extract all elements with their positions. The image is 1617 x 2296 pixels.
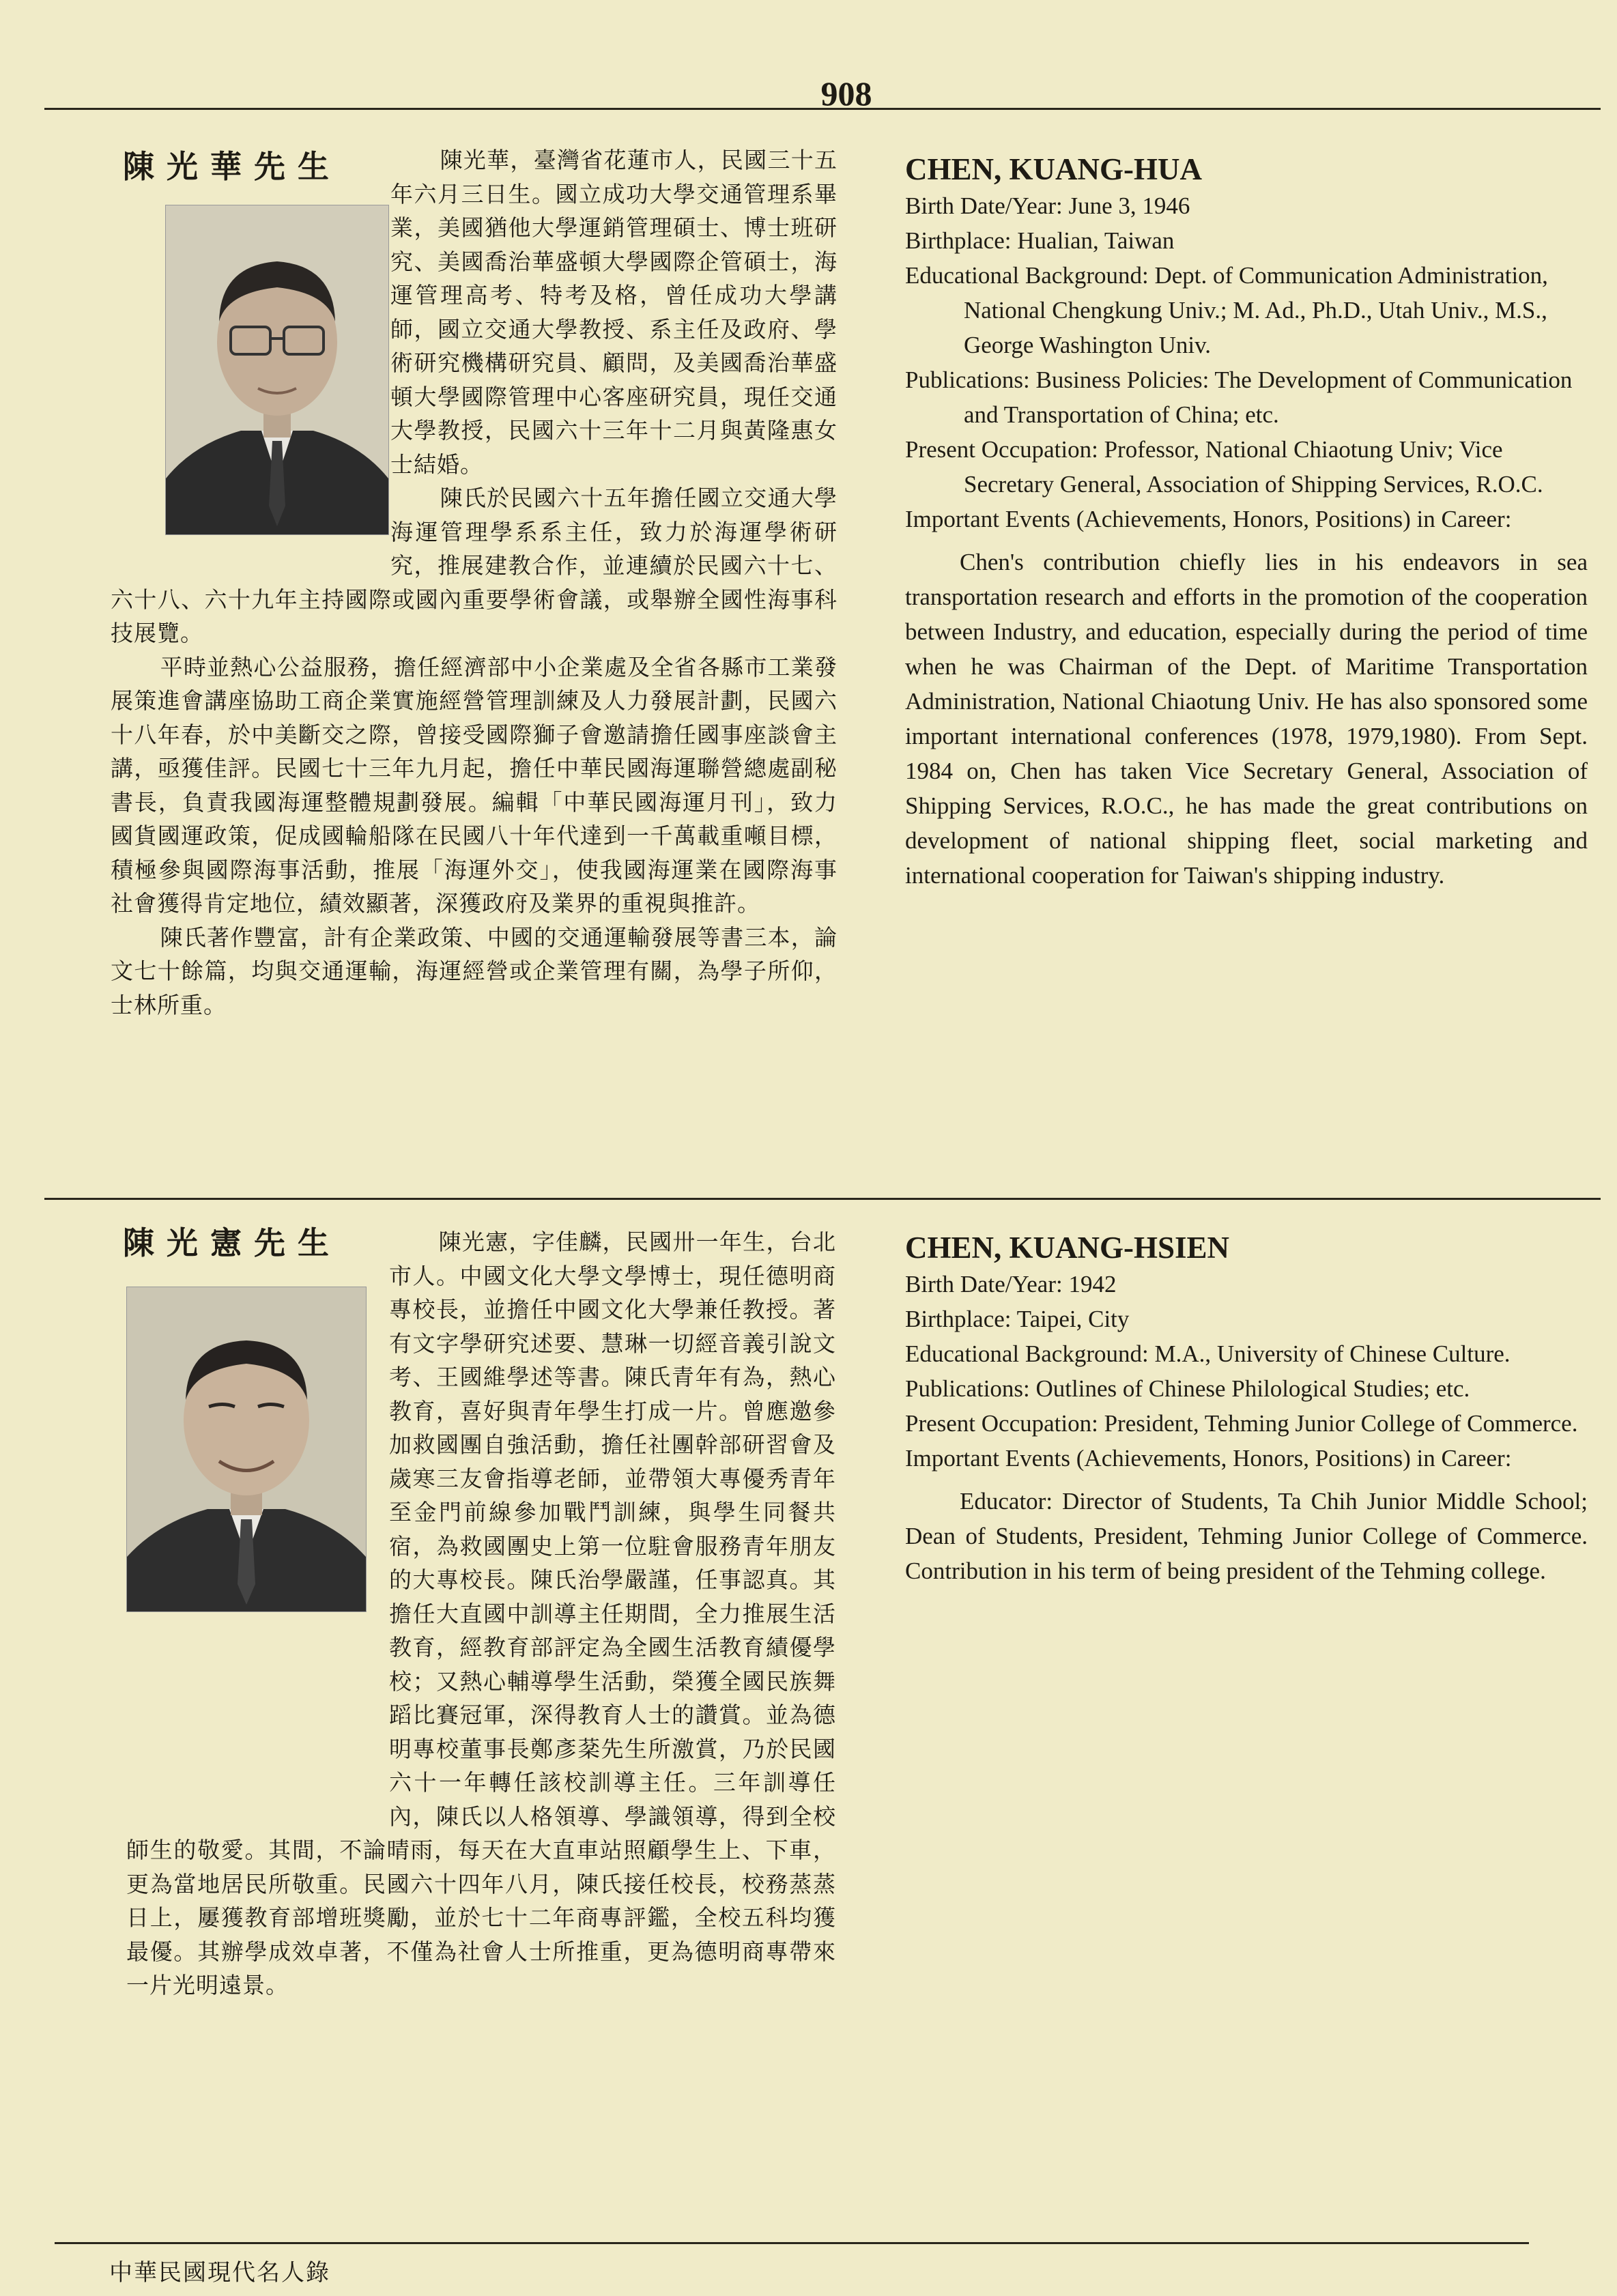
english-name: CHEN, KUANG-HSIEN bbox=[905, 1231, 1230, 1265]
bio-paragraph: 陳光華，臺灣省花蓮市人，民國三十五年六月三日生。國立成功大學交通管理系畢業，美國猶他大學運銷管理碩士、博士班研究、美國喬治華盛頓大學國際企管碩士，海運管理高考、特考及格，曾任成功大學講師，國立交通大學教授、系主任及政府、學術研究機構研究員、顧問，及美國喬治華盛頓大學國際管理中心客座研究員，現任交通大學教授，民國六十三年十二月與黃隆惠女士結婚。 bbox=[390, 147, 838, 478]
bio-paragraph: 陳光憲，字佳麟，民國卅一年生，台北市人。中國文化大學文學博士，現任德明商專校長，並擔任中國文化大學兼任教授。著有文字學研究述要、慧琳一切經音義引說文考、王國維學述等書。陳氏青年有為，熱心教育，喜好與青年學生打成一片。曾應邀參加救國團自強活動，擔任社團幹部研習會及歲寒三友會指導老師，並帶領大專優秀青年至金門前線參加戰鬥訓練，與學生同餐共宿，為救國團史上第一位駐會服務青年朋友的大專校長。陳氏治學嚴謹，任事認真。其擔任大直國中訓導主任期間，全力推展生活教育，經教育部評定為全國生活教育績優學校；又熱心輔導學生活動，榮獲全國民族舞蹈比賽冠軍，深得教育人士的讚賞。並為德明專校董事長鄭彥棻先生所激賞，乃於民國六十一年轉任該校訓導主任。三年訓導任內，陳氏以人格領導、學識領導，得到全校師生的敬愛。其間，不論晴雨，每天在大直車站照顧學生上、下車，更為當地居民所敬重。民國六十四年八月，陳氏接任校長，校務蒸蒸日上，屢獲教育部增班獎勵，並於七十二年商專評鑑，全校五科均獲最優。其辦學成效卓著，不僅為社會人士所推重，更為德明商專帶來一片光明遠景。 bbox=[126, 1229, 836, 1998]
footer-book-title: 中華民國現代名人錄 bbox=[109, 2259, 330, 2286]
field-publications: Publications: Outlines of Chinese Philological Studies; etc. bbox=[905, 1375, 1470, 1402]
field-birthplace: Birthplace: Hualian, Taiwan bbox=[905, 227, 1175, 254]
field-birth-date: Birth Date/Year: June 3, 1946 bbox=[905, 192, 1190, 219]
english-column bbox=[905, 1229, 1588, 1588]
header-rule bbox=[44, 108, 1601, 110]
field-occupation: Present Occupation: President, Tehming Junior College of Commerce. bbox=[905, 1410, 1578, 1437]
bio-paragraph: 陳氏著作豐富，計有企業政策、中國的交通運輸發展等書三本，論文七十餘篇，均與交通運輸，海運經營或企業管理有關，為學子所仰，士林所重。 bbox=[111, 923, 838, 1018]
chinese-name: 陳光憲先生 bbox=[123, 1224, 341, 1261]
bio-paragraph: 陳氏於民國六十五年擔任國立交通大學海運管理學系系主任，致力於海運學術研究，推展建教合作，並連續於民國六十七、六十八、六十九年主持國際或國內重要學術會議，或舉辦全國性海事科技展覽。 bbox=[111, 485, 838, 646]
field-education: Educational Background: Dept. of Communication Administration, National Chengkung Univ.; M. Ad., Ph.D., Utah Univ., M.S., George Washington Univ. bbox=[905, 262, 1548, 358]
field-birthplace: Birthplace: Taipei, City bbox=[905, 1306, 1130, 1332]
english-biography: Chen's contribution chiefly lies in his endeavors in sea transportation research and efforts in the promotion of the cooperation between Industry, and education, especially during the period of time when he was Chairman of the Dept. of Maritime Transportation Administration, National Chiaotung Univ. He has also sponsored some important international conferences (1978, 1979,1980). From Sept. 1984 on, Chen has taken Vice Secretary General, Association of Shipping Services, R.O.C., he has made the great contributions on development of national shipping fleet, social marketing and international cooperation for Taiwan's shipping industry. bbox=[905, 549, 1588, 889]
chinese-biography bbox=[111, 143, 838, 1022]
field-birth-date: Birth Date/Year: 1942 bbox=[905, 1271, 1117, 1297]
entry-divider bbox=[44, 1198, 1601, 1200]
field-important-events: Important Events (Achievements, Honors, Positions) in Career: bbox=[905, 506, 1512, 532]
page-number: 908 bbox=[820, 74, 872, 113]
chinese-name: 陳光華先生 bbox=[123, 148, 341, 185]
field-occupation: Present Occupation: Professor, National Chiaotung Univ; Vice Secretary General, Association of Shipping Services, R.O.C. bbox=[905, 436, 1543, 498]
photo-float-spacer bbox=[126, 1225, 389, 1826]
english-column bbox=[905, 150, 1588, 893]
english-name: CHEN, KUANG-HUA bbox=[905, 152, 1202, 186]
bio-paragraph: 平時並熱心公益服務，擔任經濟部中小企業處及全省各縣市工業發展策進會講座協助工商企業實施經營管理訓練及人力發展計劃，民國六十八年春，於中美斷交之際，曾接受國際獅子會邀請擔任國事座談會主講，亟獲佳評。民國七十三年九月起，擔任中華民國海運聯營總處副秘書長，負責我國海運整體規劃發展。編輯「中華民國海運月刊」，致力國貨國運政策，促成國輪船隊在民國八十年代達到一千萬載重噸目標，積極參與國際海事活動，推展「海運外交」，使我國海運業在國際海事社會獲得肯定地位，績效顯著，深獲政府及業界的重視與推許。 bbox=[111, 653, 838, 917]
footer-rule bbox=[55, 2242, 1529, 2244]
field-publications: Publications: Business Policies: The Development of Communication and Transportation of China; etc. bbox=[905, 367, 1573, 428]
field-education: Educational Background: M.A., University of Chinese Culture. bbox=[905, 1340, 1511, 1367]
photo-float-spacer bbox=[165, 143, 390, 553]
english-biography: Educator: Director of Students, Ta Chih Junior Middle School; Dean of Students, President, Tehming Junior College of Commerce. Contribution in his term of being president of the Tehming college. bbox=[905, 1488, 1588, 1584]
field-important-events: Important Events (Achievements, Honors, Positions) in Career: bbox=[905, 1445, 1512, 1472]
chinese-biography bbox=[126, 1225, 836, 2003]
